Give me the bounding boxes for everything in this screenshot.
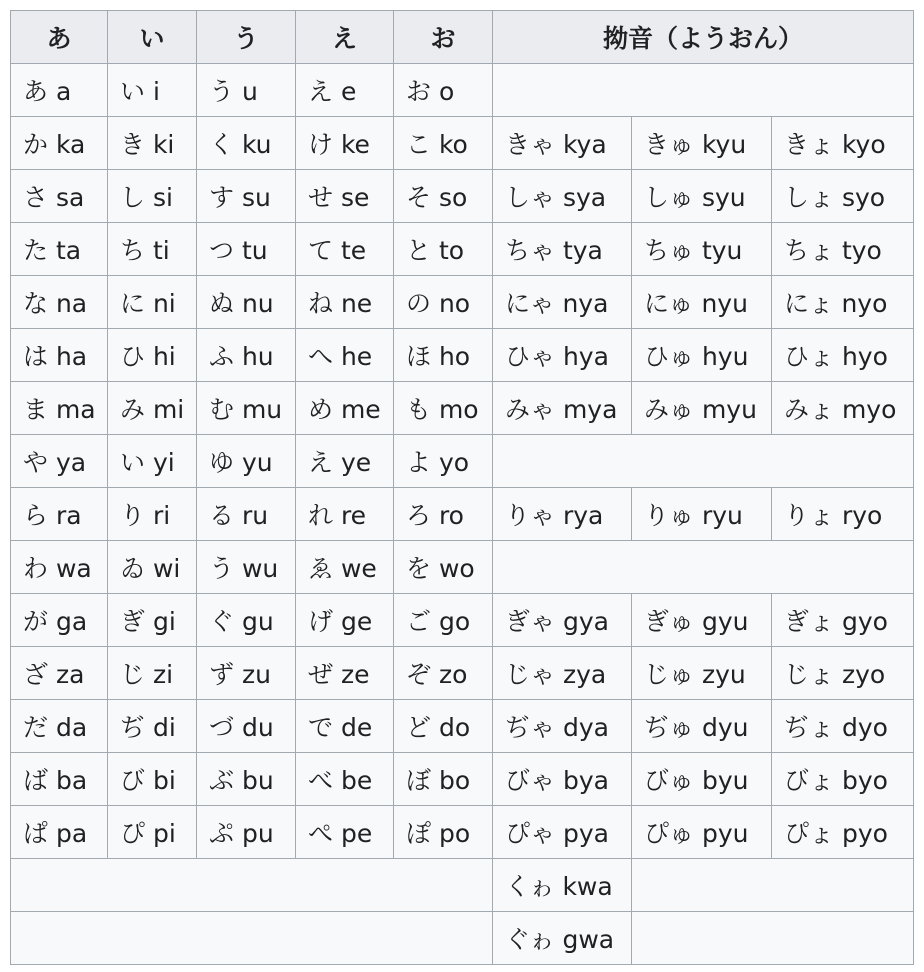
kana-cell: き ki bbox=[108, 117, 197, 170]
kana-cell: つ tu bbox=[197, 223, 296, 276]
table-row bbox=[11, 170, 914, 223]
kana-cell: び bi bbox=[108, 753, 197, 806]
kana-cell: ふ hu bbox=[197, 329, 296, 382]
yoon-cell: しょ syo bbox=[772, 170, 914, 223]
table-row bbox=[11, 435, 914, 488]
table-row bbox=[11, 276, 914, 329]
empty-cell bbox=[493, 435, 914, 488]
kana-cell: じ zi bbox=[108, 647, 197, 700]
table-row bbox=[11, 647, 914, 700]
kana-cell: の no bbox=[394, 276, 493, 329]
header-cell-yoon: 拗音（ようおん） bbox=[493, 11, 914, 64]
yoon-cell: ひゃ hya bbox=[493, 329, 632, 382]
kana-cell: ぢ di bbox=[108, 700, 197, 753]
kana-table bbox=[10, 10, 914, 965]
table-row bbox=[11, 117, 914, 170]
kana-cell: ぬ nu bbox=[197, 276, 296, 329]
table-row bbox=[11, 859, 914, 912]
kana-cell: ぼ bo bbox=[394, 753, 493, 806]
kana-cell: げ ge bbox=[296, 594, 394, 647]
table-row bbox=[11, 700, 914, 753]
yoon-cell: にょ nyo bbox=[772, 276, 914, 329]
kana-cell: て te bbox=[296, 223, 394, 276]
kana-cell: ち ti bbox=[108, 223, 197, 276]
kana-cell: だ da bbox=[11, 700, 108, 753]
kana-cell: む mu bbox=[197, 382, 296, 435]
kana-cell: え ye bbox=[296, 435, 394, 488]
yoon-cell: きゃ kya bbox=[493, 117, 632, 170]
yoon-cell: しゅ syu bbox=[632, 170, 772, 223]
kana-cell: け ke bbox=[296, 117, 394, 170]
header-cell-i: い bbox=[108, 11, 197, 64]
kana-cell: へ he bbox=[296, 329, 394, 382]
kana-cell: づ du bbox=[197, 700, 296, 753]
kana-cell: ゆ yu bbox=[197, 435, 296, 488]
kana-cell: で de bbox=[296, 700, 394, 753]
yoon-cell: ぐゎ gwa bbox=[493, 912, 632, 965]
yoon-cell: ぢょ dyo bbox=[772, 700, 914, 753]
header-cell-o: お bbox=[394, 11, 493, 64]
empty-cell bbox=[632, 912, 914, 965]
empty-cell bbox=[493, 64, 914, 117]
table-row bbox=[11, 594, 914, 647]
kana-cell: ぎ gi bbox=[108, 594, 197, 647]
kana-cell: は ha bbox=[11, 329, 108, 382]
table-row bbox=[11, 488, 914, 541]
kana-cell: べ be bbox=[296, 753, 394, 806]
kana-cell: う u bbox=[197, 64, 296, 117]
yoon-cell: ひゅ hyu bbox=[632, 329, 772, 382]
yoon-cell: しゃ sya bbox=[493, 170, 632, 223]
yoon-cell: ぴょ pyo bbox=[772, 806, 914, 859]
yoon-cell: みゃ mya bbox=[493, 382, 632, 435]
yoon-cell: びゃ bya bbox=[493, 753, 632, 806]
yoon-cell: にゅ nyu bbox=[632, 276, 772, 329]
kana-cell: ず zu bbox=[197, 647, 296, 700]
yoon-cell: ちょ tyo bbox=[772, 223, 914, 276]
yoon-cell: ぎゅ gyu bbox=[632, 594, 772, 647]
kana-cell: と to bbox=[394, 223, 493, 276]
kana-cell: せ se bbox=[296, 170, 394, 223]
yoon-cell: きょ kyo bbox=[772, 117, 914, 170]
kana-cell: み mi bbox=[108, 382, 197, 435]
kana-cell: ら ra bbox=[11, 488, 108, 541]
yoon-cell: ひょ hyo bbox=[772, 329, 914, 382]
table-row bbox=[11, 753, 914, 806]
table-row bbox=[11, 223, 914, 276]
kana-cell: れ re bbox=[296, 488, 394, 541]
kana-cell: ば ba bbox=[11, 753, 108, 806]
yoon-cell: ぢゅ dyu bbox=[632, 700, 772, 753]
kana-cell: ぱ pa bbox=[11, 806, 108, 859]
kana-cell: に ni bbox=[108, 276, 197, 329]
empty-cell bbox=[11, 859, 493, 912]
yoon-cell: じゅ zyu bbox=[632, 647, 772, 700]
yoon-cell: びゅ byu bbox=[632, 753, 772, 806]
table-row bbox=[11, 64, 914, 117]
table-row bbox=[11, 912, 914, 965]
kana-cell: ほ ho bbox=[394, 329, 493, 382]
kana-cell: す su bbox=[197, 170, 296, 223]
empty-cell bbox=[632, 859, 914, 912]
kana-cell: ぷ pu bbox=[197, 806, 296, 859]
empty-cell bbox=[11, 912, 493, 965]
kana-cell: た ta bbox=[11, 223, 108, 276]
kana-cell: よ yo bbox=[394, 435, 493, 488]
kana-cell: お o bbox=[394, 64, 493, 117]
kana-cell: そ so bbox=[394, 170, 493, 223]
kana-cell: な na bbox=[11, 276, 108, 329]
kana-cell: あ a bbox=[11, 64, 108, 117]
header-row bbox=[11, 11, 914, 64]
kana-cell: さ sa bbox=[11, 170, 108, 223]
header-cell-u: う bbox=[197, 11, 296, 64]
kana-cell: や ya bbox=[11, 435, 108, 488]
kana-cell: ゑ we bbox=[296, 541, 394, 594]
table-row bbox=[11, 382, 914, 435]
kana-cell: え e bbox=[296, 64, 394, 117]
yoon-cell: じょ zyo bbox=[772, 647, 914, 700]
yoon-cell: りゃ rya bbox=[493, 488, 632, 541]
yoon-cell: ぴゅ pyu bbox=[632, 806, 772, 859]
kana-cell: ぜ ze bbox=[296, 647, 394, 700]
kana-cell: ぺ pe bbox=[296, 806, 394, 859]
yoon-cell: ぎゃ gya bbox=[493, 594, 632, 647]
yoon-cell: りゅ ryu bbox=[632, 488, 772, 541]
header-cell-a: あ bbox=[11, 11, 108, 64]
kana-cell: め me bbox=[296, 382, 394, 435]
kana-cell: ま ma bbox=[11, 382, 108, 435]
table-row bbox=[11, 541, 914, 594]
yoon-cell: ぢゃ dya bbox=[493, 700, 632, 753]
kana-cell: わ wa bbox=[11, 541, 108, 594]
yoon-cell: くゎ kwa bbox=[493, 859, 632, 912]
kana-cell: ぞ zo bbox=[394, 647, 493, 700]
yoon-cell: りょ ryo bbox=[772, 488, 914, 541]
yoon-cell: じゃ zya bbox=[493, 647, 632, 700]
kana-cell: り ri bbox=[108, 488, 197, 541]
table-row bbox=[11, 806, 914, 859]
kana-table-body bbox=[11, 64, 914, 965]
yoon-cell: ちゅ tyu bbox=[632, 223, 772, 276]
kana-cell: い yi bbox=[108, 435, 197, 488]
kana-cell: が ga bbox=[11, 594, 108, 647]
kana-cell: る ru bbox=[197, 488, 296, 541]
kana-cell: ど do bbox=[394, 700, 493, 753]
header-cell-e: え bbox=[296, 11, 394, 64]
yoon-cell: みゅ myu bbox=[632, 382, 772, 435]
empty-cell bbox=[493, 541, 914, 594]
kana-cell: ぐ gu bbox=[197, 594, 296, 647]
kana-cell: う wu bbox=[197, 541, 296, 594]
kana-cell: ひ hi bbox=[108, 329, 197, 382]
kana-cell: ご go bbox=[394, 594, 493, 647]
kana-cell: こ ko bbox=[394, 117, 493, 170]
kana-cell: ね ne bbox=[296, 276, 394, 329]
kana-cell: し si bbox=[108, 170, 197, 223]
yoon-cell: びょ byo bbox=[772, 753, 914, 806]
yoon-cell: ぎょ gyo bbox=[772, 594, 914, 647]
kana-cell: ざ za bbox=[11, 647, 108, 700]
kana-cell: を wo bbox=[394, 541, 493, 594]
table-row bbox=[11, 329, 914, 382]
kana-cell: ぽ po bbox=[394, 806, 493, 859]
yoon-cell: ちゃ tya bbox=[493, 223, 632, 276]
yoon-cell: みょ myo bbox=[772, 382, 914, 435]
kana-cell: か ka bbox=[11, 117, 108, 170]
kana-cell: ぶ bu bbox=[197, 753, 296, 806]
kana-cell: ぴ pi bbox=[108, 806, 197, 859]
yoon-cell: にゃ nya bbox=[493, 276, 632, 329]
kana-cell: ろ ro bbox=[394, 488, 493, 541]
yoon-cell: きゅ kyu bbox=[632, 117, 772, 170]
kana-cell: ゐ wi bbox=[108, 541, 197, 594]
kana-cell: く ku bbox=[197, 117, 296, 170]
kana-cell: い i bbox=[108, 64, 197, 117]
kana-cell: も mo bbox=[394, 382, 493, 435]
yoon-cell: ぴゃ pya bbox=[493, 806, 632, 859]
